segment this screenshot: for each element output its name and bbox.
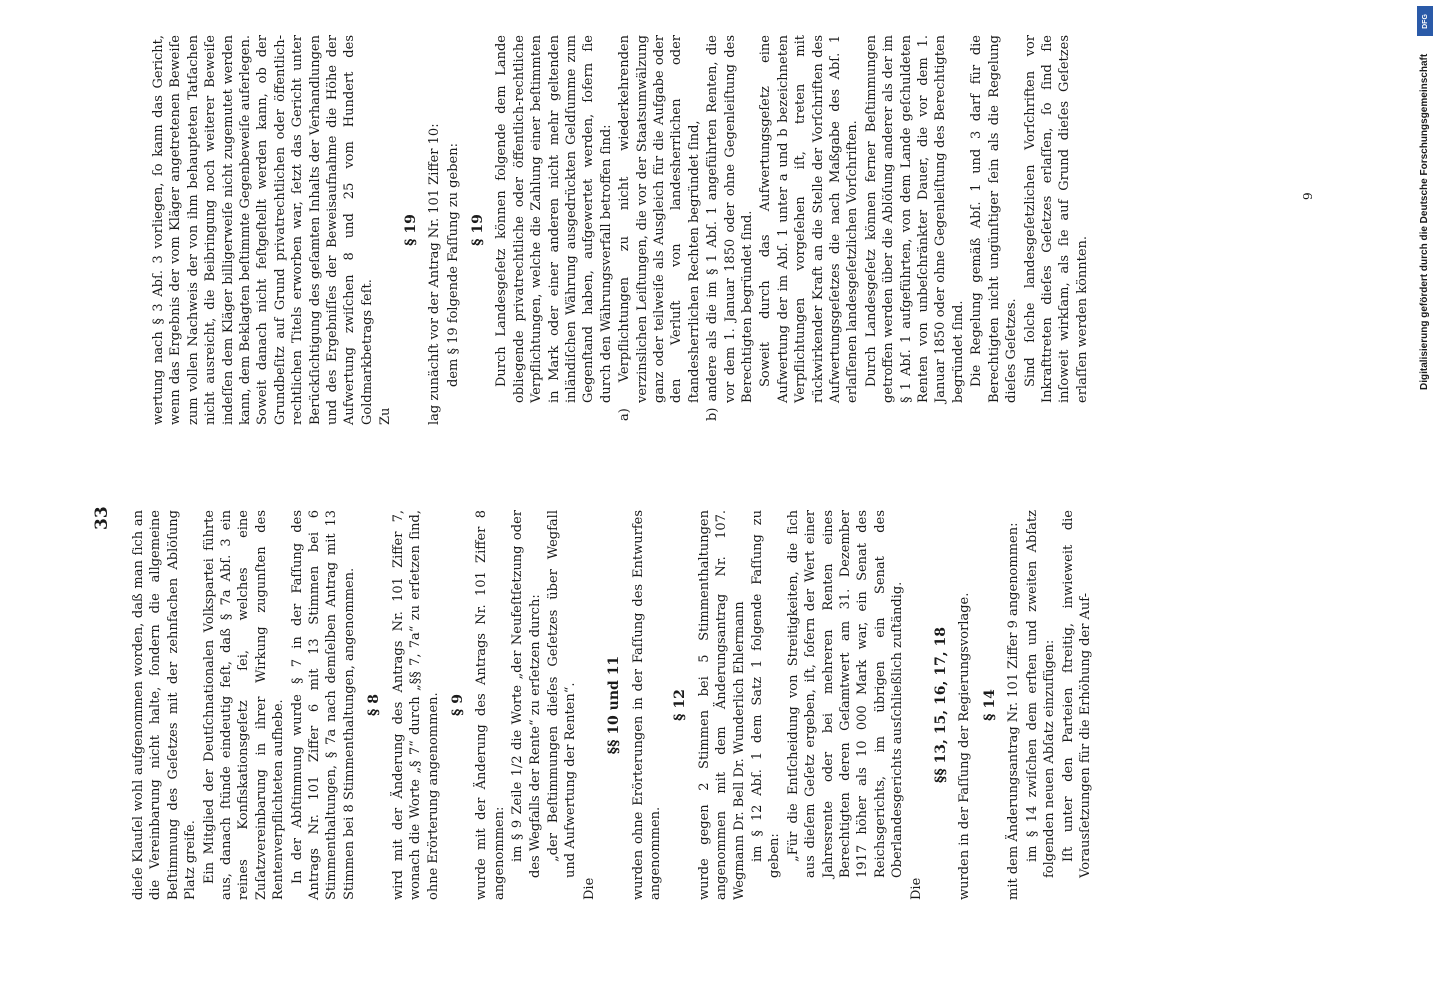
paragraph: im § 9 Zeile 1/2 die Worte „der Neufeſtſetzung oder des Wegfalls der Rente“ zu erſetzen durch: <box>510 510 543 878</box>
paragraph: „Für die Entſcheidung von Streitigkeiten, die ſich aus dieſem Geſetz ergeben, iſt, ſofern der Wert einer Jahresrente oder bei mehreren Renten eines Berechtigten deren Geſamtwert am 31. Dezember 1917 höher als 10 000 Mark war, ein Senat des Reichsgerichts, im übrigen ein Senat des Oberlandesgerichts ausſchließlich zuſtändig. <box>785 510 906 878</box>
section-heading: §§ 10 und 11 <box>606 655 623 755</box>
paragraph: wertung nach § 3 Abſ. 3 vorliegen, ſo kann das Gericht, wenn das Ergebnis der vom Kläger angetretenen Beweiſe zum vollen Nachweis der von ihm behaupteten Tatſachen nicht ausreicht, die Beibringung noch weiterer Beweiſe indeſſen dem Kläger billigerweiſe nicht zugemutet werden kann, dem Beklagten beſtimmte Gegenbeweiſe auferlegen. Soweit danach nicht feſtgeſtellt werden kann, ob der Grundbeſitz auf Grund privatrechtlichen oder öffentlich-rechtlichen Titels erworben war, ſetzt das Gericht unter Berückſichtigung des geſamten Inhalts der Verhandlungen und des Ergebniſſes der Beweisaufnahme die Höhe der Aufwertung zwiſchen 8 und 25 vom Hundert des Goldmarkbetrags feſt. <box>151 35 375 425</box>
digitization-sidebar <box>1416 0 1434 1000</box>
paragraph: wurden in der Faſſung der Regierungsvorlage. <box>957 592 973 900</box>
section-heading: § 19 <box>402 214 419 246</box>
paragraph: Iſt unter den Parteien ſtreitig, inwieweit die Vorausſetzungen für die Erhöhung der Auf- <box>1060 510 1093 878</box>
section-heading: § 8 <box>366 694 383 716</box>
funding-note: Digitalisierung gefördert durch die Deutsche Forschungsgemeinschaft <box>1419 53 1430 390</box>
section-heading: § 9 <box>449 694 466 716</box>
paragraph: im § 14 zwiſchen dem erſten und zweiten Abſatz folgenden neuen Abſatz einzufügen: <box>1024 510 1058 878</box>
section-heading: § 14 <box>981 689 998 721</box>
paragraph: dieſe Klauſel wohl aufgenommen worden, daß man ſich an die Vereinbarung nicht halte, ſondern die allgemeine Beſtimmung des Geſetzes mit der zehnfachen Ablöſung Platz greife. <box>131 510 199 900</box>
left-column <box>130 510 1095 900</box>
footer-mark: 6 <box>1300 192 1314 200</box>
paragraph: Durch Landesgeſetz können ferner Beſtimmungen getroffen werden über die Ablöſung anderer als der im § 1 Abſ. 1 aufgeführten, von dem Lande geſchuldeten Renten von unbeſchränkter Dauer, die vor dem 1. Januar 1850 oder ohne Gegenleiſtung des Berechtigten begründet ſind. <box>863 35 966 403</box>
dfg-logo <box>1417 6 1433 36</box>
paragraph: a) Verpflichtungen zu nicht wiederkehrenden verzinslichen Leiſtungen, die vor der Staatsumwälzung ganz oder teilweiſe als Ausgleich für die Aufgabe oder den Verluſt von landesherrlichen oder ſtandesherrlichen Rechten begründet ſind, <box>617 35 702 421</box>
paragraph: Sind ſolche landesgeſetzlichen Vorſchriften vor Inkrafttreten dieſes Geſetzes erlaſſen, ſo ſind ſie inſoweit wirkſam, als ſie auf Grund dieſes Geſetzes erlaſſen werden könnten. <box>1022 35 1090 403</box>
paragraph: lag zunächſt vor der Antrag Nr. 101 Ziffer 10: <box>427 123 443 425</box>
paragraph: Die <box>908 877 924 900</box>
paragraph: wird mit der Änderung des Antrags Nr. 101 Ziffer 7, wonach die Worte „§ 7“ durch „§§ 7, 7a“ zu erſetzen ſind, ohne Erörterung angenommen. <box>390 510 441 900</box>
paragraph: In der Abſtimmung wurde § 7 in der Faſſung des Antrags Nr. 101 Ziffer 6 mit 13 Stimmen bei 6 Stimmenthaltungen, § 7a nach demſelben Antrag mit 13 Stimmen bei 8 Stimmenthaltungen, angenommen. <box>289 510 357 900</box>
paragraph: wurde mit der Änderung des Antrags Nr. 101 Ziffer 8 angenommen: <box>474 510 507 900</box>
page-number: 33 <box>92 506 112 530</box>
section-heading: § 12 <box>672 689 689 721</box>
paragraph: „der Beſtimmungen dieſes Geſetzes über Wegfall und Aufwertung der Renten“. <box>545 510 579 878</box>
paragraph: dem § 19 folgende Faſſung zu geben: <box>445 143 461 387</box>
paragraph: Die <box>581 877 597 900</box>
paragraph: mit dem Änderungsantrag Nr. 101 Ziffer 9 angenommen: <box>1006 522 1022 900</box>
dfg-logo-text: DFG <box>1421 13 1429 29</box>
section-heading: §§ 13, 15, 16, 17, 18 <box>933 627 950 783</box>
paragraph: Ein Mitglied der Deutſchnationalen Volkspartei führte aus, danach ſtünde eindeutig feſt, daß § 7a Abſ. 3 ein reines Konfiskationsgeſetz ſei, welches eine Zuſatzvereinbarung in ihrer Wirkung zugunſten des Rentenverpflichteten aufhebe. <box>201 510 287 900</box>
section-heading: § 19 <box>469 214 486 246</box>
paragraph: im § 12 Abſ. 1 dem Satz 1 folgende Faſſung zu geben: <box>750 510 783 878</box>
paragraph: wurde gegen 2 Stimmen bei 5 Stimmenthaltungen angenommen mit dem Änderungsantrag Nr. 107. Wegmann Dr. Bell Dr. Wunderlich Ehlermann <box>696 510 747 900</box>
right-column <box>150 35 1092 425</box>
paragraph: Soweit durch das Aufwertungsgeſetz eine Aufwertung der im Abſ. 1 unter a und b bezeichneten Verpflichtungen vorgeſehen iſt, treten mit rückwirkender Kraft an die Stelle der Vorſchriften des Aufwertungsgeſetzes die nach Maßgabe des Abſ. 1 erlaſſenen landesgeſetzlichen Vorſchriften. <box>758 35 861 403</box>
paragraph: b) andere als die im § 1 Abſ. 1 angeführten Renten, die vor dem 1. Januar 1850 oder ohne Gegenleiſtung des Berechtigten begründet ſind. <box>705 35 755 421</box>
paragraph: Zu <box>378 407 394 425</box>
paragraph: wurden ohne Erörterungen in der Faſſung des Entwurfes angenommen. <box>630 510 663 900</box>
paragraph: Die Regelung gemäß Abſ. 1 und 3 darf für die Berechtigten nicht ungünſtiger ſein als die Regelung dieſes Geſetzes. <box>969 35 1020 403</box>
paragraph: Durch Landesgeſetz können folgende dem Lande obliegende privatrechtliche oder öffentlich-rechtliche Verpflichtungen, welche die Zahlung einer beſtimmten in Mark oder einer anderen nicht mehr geltenden inländiſchen Währung ausgedrückten Geldſumme zum Gegenſtand haben, aufgewertet werden, ſofern ſie durch den Währungsverfall betroffen ſind: <box>494 35 614 403</box>
